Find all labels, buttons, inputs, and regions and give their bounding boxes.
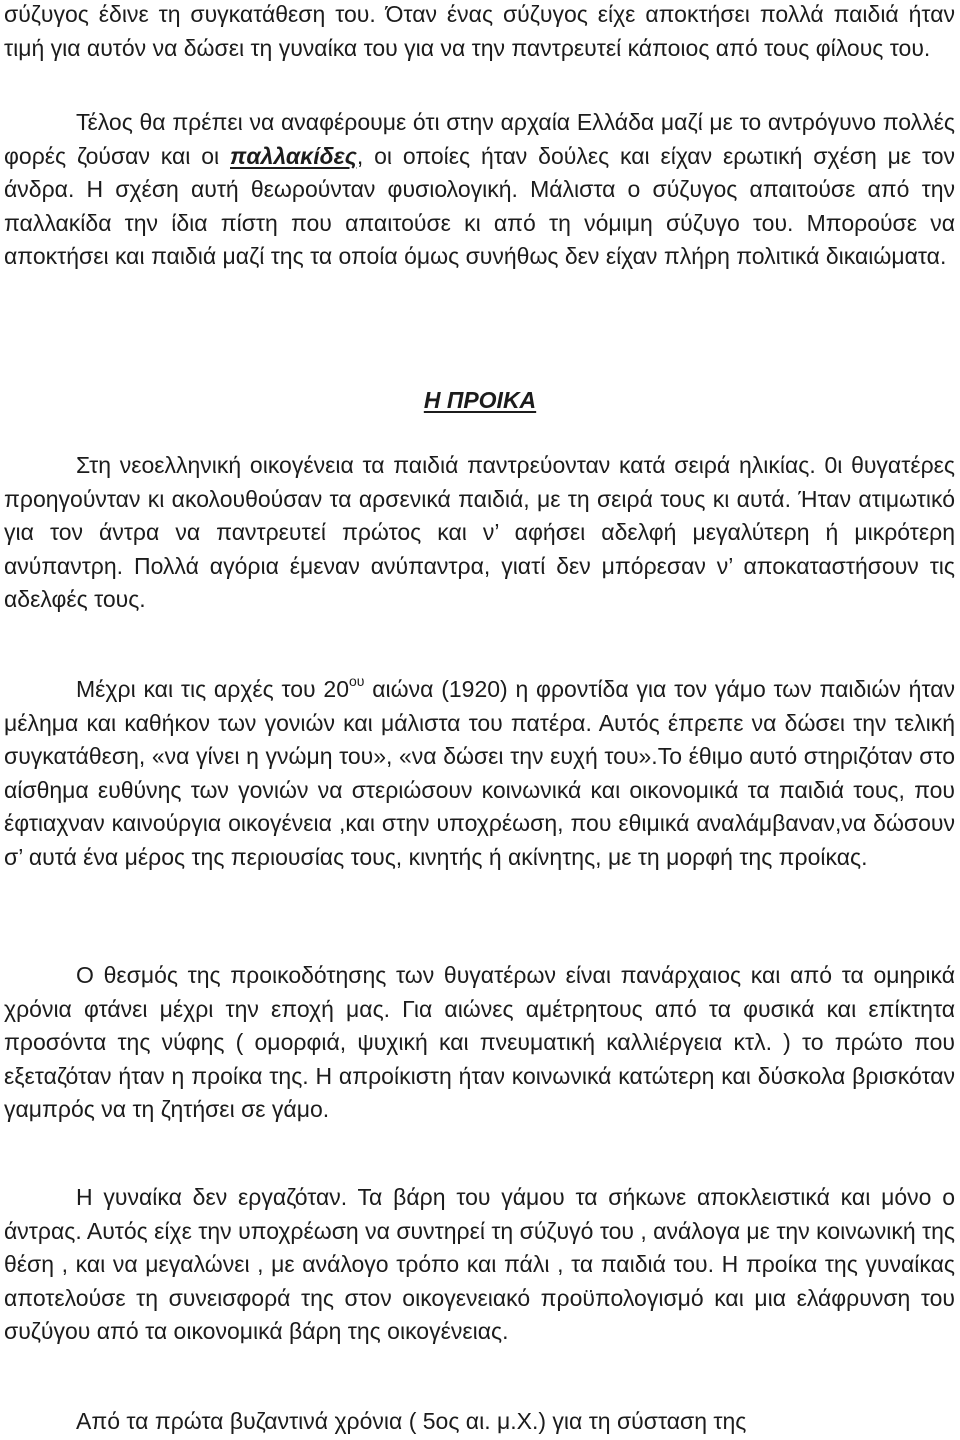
paragraph-text: Ο θεσμός της προικοδότησης των θυγατέρων είναι πανάρχαιος και από τα ομηρικά χρόνια φτάνει μέχρι την εποχή μας. Για αιώνες αμέτρητους από τα φυσικά και επίκτητα προσόντα της νύφης ( ομορφιά, ψυχική και πνευματική καλλιέργεια κτλ. ) το πρώτο που εξεταζόταν ήταν η προίκα της. Η απροίκιστη ήταν κοινωνικά κατώτερη και δύσκολα βρισκόταν γαμπρός να τη ζητήσει σε γάμο. [4,962,955,1123]
paragraph-text: σύζυγος έδινε τη συγκατάθεση του. Όταν ένας σύζυγος είχε αποκτήσει πολλά παιδιά ήταν τιμή για αυτόν να δώσει τη γυναίκα του για να την παντρευτεί κάποιος από τους φίλους του. [4,1,955,61]
paragraph-dowry-institution [4,959,955,1127]
paragraph-concubines [4,106,955,274]
paragraph-byzantine [4,1405,955,1439]
paragraph-text-start: Μέχρι και τις αρχές του 20 [76,676,350,702]
paragraph-text: Από τα πρώτα βυζαντινά χρόνια ( 5ος αι. μ.Χ.) για τη σύσταση της [76,1408,747,1434]
paragraph-text-end: , οι οποίες ήταν δούλες και είχαν ερωτική σχέση με τον άνδρα. Η σχέση αυτή θεωρούνταν φυσιολογική. Μάλιστα ο σύζυγος απαιτούσε από την παλλακίδα την ίδια πίστη που απαιτούσε κι από τη νόμιμη σύζυγο του. Μπορούσε να αποκτήσει και παιδιά μαζί της τα οποία όμως συνήθως δεν είχαν πλήρη πολιτικά δικαιώματα. [4,142,956,270]
paragraph-text-end: αιώνα (1920) η φροντίδα για τον γάμο των παιδιών ήταν μέλημα και καθήκον των γονιών και μάλιστα του πατέρα. Αυτός έπρεπε να δώσει την τελική συγκατάθεση, «να γίνει η γνώμη του», «να δώσει την ευχή του».Το έθιμο αυτό στηριζόταν στο αίσθημα ευθύνης των γονιών να στεριώσουν κοινωνικά και οικονομικά τα παιδιά τους, που έφτιαχναν καινούργια οικογένεια ,και στην υποχρέωση, που εθιμικά αναλάμβαναν,να δώσουν σ’ αυτά ένα μέρος της περιουσίας τους, κινητής ή ακίνητης, με τη μορφή της προίκας. [4,676,956,870]
ordinal-superscript: ου [349,673,365,690]
paragraph-text: Στη νεοελληνική οικογένεια τα παιδιά παντρεύονταν κατά σειρά ηλικίας. 0ι θυγατέρες προηγούνταν κι ακολουθούσαν τα αρσενικά παιδιά, με τη σειρά τους κι αυτά. Ήταν ατιμωτικό για τον άντρα να παντρευτεί πρώτος και ν’ αφήσει αδελφή μεγαλύτερη ή μικρότερη ανύπαντρη. Πολλά αγόρια έμεναν ανύπαντρα, γιατί δεν μπόρεσαν ν’ αποκαταστήσουν τις αδελφές τους. [4,452,955,613]
paragraph-marriage-consent [4,0,955,65]
emphasized-term: παλλακίδες [230,142,357,169]
section-heading: Η ΠΡΟΙΚΑ [423,387,537,413]
paragraph-text-start: Τέλος θα πρέπει να αναφέρουμε ότι στην αρχαία Ελλάδα μαζί με το αντρόγυνο πολλές φορές ζούσαν και οι [4,109,955,169]
paragraph-marriage-order [4,449,955,617]
paragraph-text: Η γυναίκα δεν εργαζόταν. Τα βάρη του γάμου τα σήκωνε αποκλειστικά και μόνο ο άντρας. Αυτός είχε την υποχρέωση να συντηρεί τη σύζυγό του , ανάλογα με την κοινωνική της θέση , και να μεγαλώνει , με ανάλογο τρόπο και πάλι , τα παιδιά του. Η προίκα της γυναίκας αποτελούσε τη συνεισφορά της στον οικογενειακό προϋπολογισμό και μια ελάφρυνση του συζύγου από τα οικονομικά βάρη της οικογένειας. [4,1184,955,1345]
paragraph-parental-duty [4,673,955,875]
paragraph-wife-role [4,1181,955,1349]
